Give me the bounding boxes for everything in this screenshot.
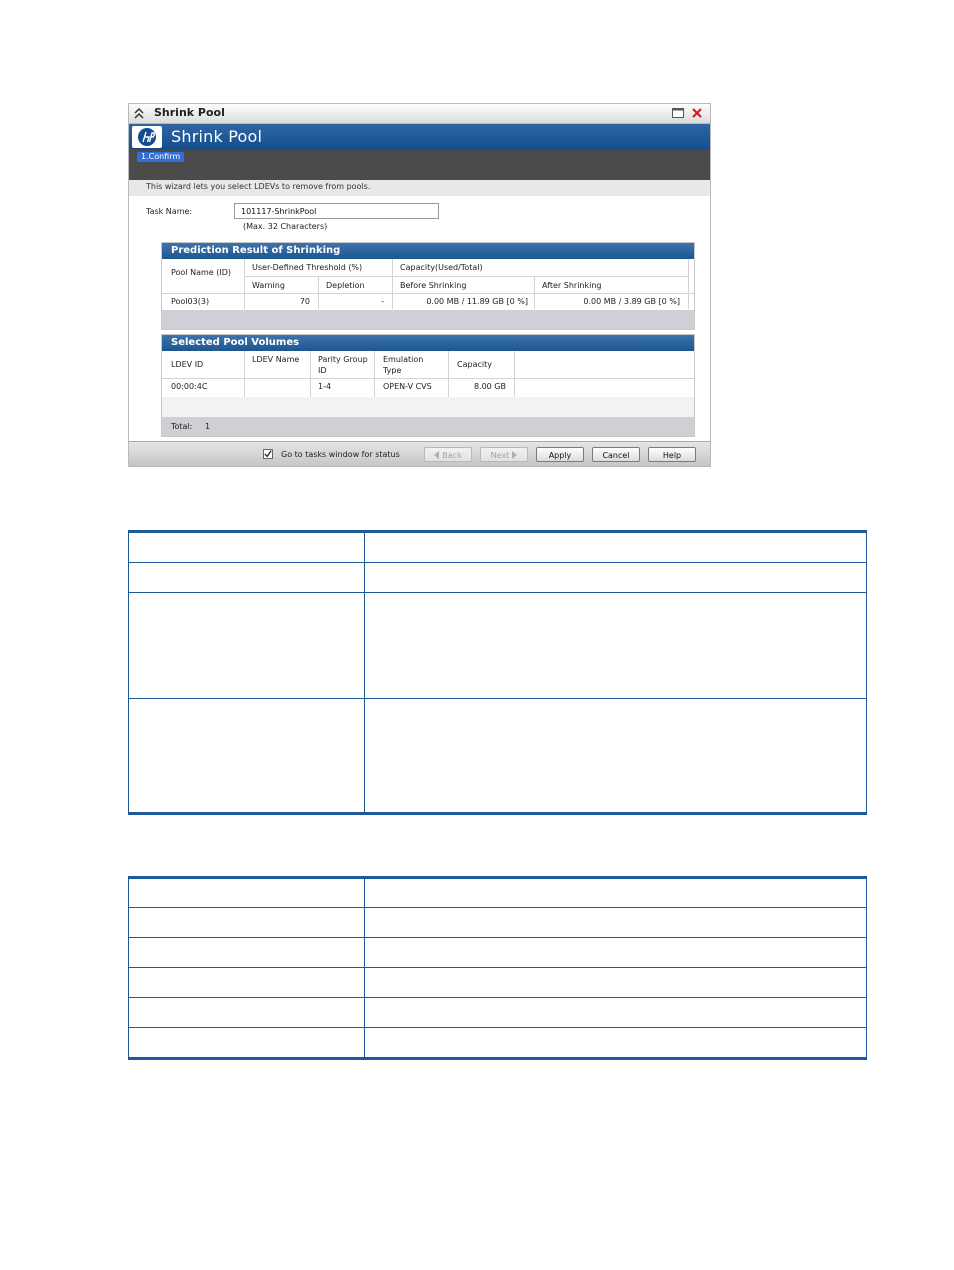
apply-button[interactable]: Apply — [536, 447, 584, 462]
prediction-table — [162, 259, 694, 309]
checkmark-icon — [264, 450, 272, 458]
step-confirm[interactable]: 1.Confirm — [137, 152, 184, 162]
volumes-footer — [162, 417, 694, 436]
prediction-panel — [161, 242, 695, 330]
volumes-panel-header: Selected Pool Volumes — [162, 335, 694, 351]
hp-logo-icon — [132, 126, 162, 148]
arrow-left-icon — [434, 451, 439, 459]
volumes-table — [162, 351, 694, 417]
cell-warning: 70 — [299, 297, 310, 306]
cell-capacity: 8.00 GB — [473, 382, 506, 391]
col-emulation-type: Emulation Type — [383, 355, 424, 375]
tasks-window-checkbox[interactable] — [263, 449, 273, 459]
document-table-1 — [128, 530, 867, 815]
volumes-panel — [161, 334, 695, 437]
cell-parity-group: 1-4 — [318, 382, 332, 391]
prediction-footer — [162, 310, 694, 329]
shrink-pool-dialog — [128, 103, 711, 467]
task-name-label: Task Name: — [146, 207, 193, 216]
cell-depletion: - — [381, 297, 384, 306]
col-depletion: Depletion — [326, 281, 365, 290]
dialog-titlebar — [129, 104, 710, 124]
col-ldev-id: LDEV ID — [171, 360, 204, 369]
cell-ldev-id: 00:00:4C — [171, 382, 208, 391]
help-button[interactable]: Help — [648, 447, 696, 462]
col-pool-name: Pool Name (ID) — [171, 268, 231, 277]
cell-before: 0.00 MB / 11.89 GB [0 %] — [426, 297, 528, 306]
document-table-2 — [128, 876, 867, 1060]
wizard-steps — [129, 150, 710, 180]
col-capacity: Capacity — [457, 360, 492, 369]
wizard-button-bar — [129, 441, 710, 467]
prediction-panel-header: Prediction Result of Shrinking — [162, 243, 694, 259]
col-capacity: Capacity(Used/Total) — [400, 263, 483, 272]
tasks-window-label: Go to tasks window for status — [281, 450, 400, 459]
wizard-banner — [129, 124, 710, 150]
back-button[interactable] — [424, 447, 472, 462]
info-strip — [129, 180, 710, 196]
col-after-shrinking: After Shrinking — [542, 281, 602, 290]
col-parity-group: Parity Group ID — [318, 355, 368, 375]
back-label: Back — [442, 451, 462, 460]
maximize-icon[interactable] — [672, 108, 684, 118]
close-icon[interactable] — [691, 107, 703, 119]
cell-emulation-type: OPEN-V CVS — [383, 382, 432, 391]
col-ldev-name: LDEV Name — [252, 355, 300, 364]
task-name-hint: (Max. 32 Characters) — [243, 222, 328, 231]
arrow-right-icon — [512, 451, 517, 459]
next-label: Next — [490, 451, 510, 460]
next-button[interactable] — [480, 447, 528, 462]
cell-pool: Pool03(3) — [171, 297, 210, 306]
total-value: 1 — [205, 422, 211, 431]
collapse-icon[interactable] — [134, 107, 144, 120]
cancel-button[interactable]: Cancel — [592, 447, 640, 462]
cell-after: 0.00 MB / 3.89 GB [0 %] — [583, 297, 680, 306]
col-threshold: User-Defined Threshold (%) — [252, 263, 363, 272]
col-before-shrinking: Before Shrinking — [400, 281, 467, 290]
banner-title: Shrink Pool — [171, 127, 263, 146]
dialog-title: Shrink Pool — [154, 106, 225, 119]
wizard-description: This wizard lets you select LDEVs to remove from pools. — [146, 182, 371, 191]
task-name-input[interactable] — [234, 203, 439, 219]
total-label: Total: — [171, 422, 193, 431]
col-warning: Warning — [252, 281, 285, 290]
